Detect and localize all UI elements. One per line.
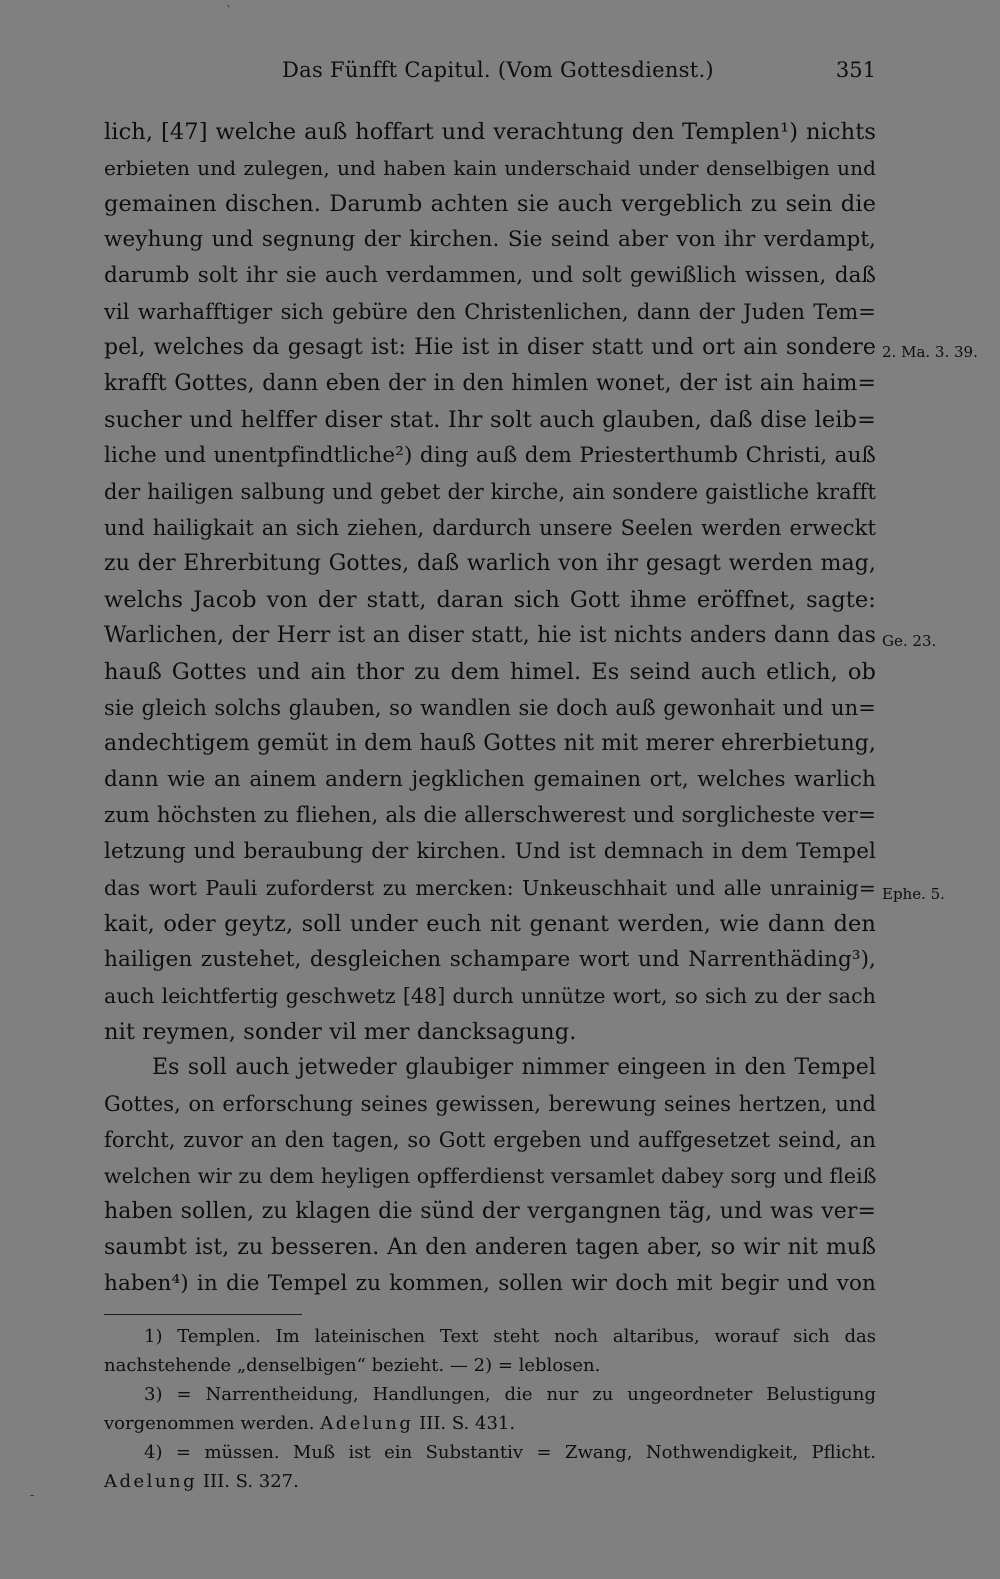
text-line: und hailigkait an sich ziehen, dardurch unsere Seelen werden erweckt [104, 516, 876, 540]
text-line: nit reymen, sonder vil mer dancksagung. [104, 1019, 577, 1045]
footnote-line: 1) Templen. Im lateinischen Text steht noch altaribus, worauf sich das [144, 1326, 876, 1347]
scan-speck: - [30, 1488, 35, 1502]
text-line: zu der Ehrerbitung Gottes, daß warlich von ihr gesagt werden mag, [104, 551, 876, 576]
text-line: weyhung und segnung der kirchen. Sie seind aber von ihr verdampt, [104, 227, 876, 252]
footnote-line: 4) = müssen. Muß ist ein Substantiv = Zwang, Nothwendigkeit, Pflicht. [144, 1442, 876, 1463]
text-line: Gottes, on erforschung seines gewissen, berewung seines hertzen, und [104, 1092, 876, 1116]
text-line: welchen wir zu dem heyligen opfferdienst versamlet dabey sorg und fleiß [104, 1164, 877, 1188]
page-number: 351 [835, 58, 876, 82]
text-line: krafft Gottes, dann eben der in den himlen wonet, der ist ain haim= [104, 371, 876, 396]
text-line: auch leichtfertig geschwetz [48] durch unnütze wort, so sich zu der sach [104, 984, 876, 1008]
margin-note-genesis: Ge. 23. [882, 632, 937, 650]
text-line: pel, welches da gesagt ist: Hie ist in diser statt und ort ain sondere [104, 335, 876, 360]
footnote-rule [104, 1314, 302, 1315]
footnote-text: vorgenommen werden. [104, 1413, 315, 1434]
text-line: letzung und beraubung der kirchen. Und ist demnach in dem Tempel [104, 839, 876, 864]
footnote-author: Adelung [104, 1471, 198, 1492]
text-line: darumb solt ihr sie auch verdammen, und solt gewißlich wissen, daß [104, 263, 876, 288]
running-title: Das Fünfft Capitul. (Vom Gottesdienst.) [282, 58, 714, 82]
text-line: saumbt ist, zu besseren. An den anderen tagen aber, so wir nit muß [104, 1235, 876, 1260]
text-line: Warlichen, der Herr ist an diser statt, hie ist nichts anders dann das [104, 623, 876, 648]
text-line: gemainen dischen. Darumb achten sie auch vergeblich zu sein die [104, 191, 876, 217]
text-line: andechtigem gemüt in dem hauß Gottes nit mit merer ehrerbietung, [104, 731, 876, 756]
footnote-reference: III. S. 431. [419, 1413, 516, 1434]
text-line: sucher und helffer diser stat. Ihr solt auch glauben, daß dise leib= [104, 407, 876, 433]
margin-note-2-maccabees: 2. Ma. 3. 39. [882, 343, 978, 361]
footnote-line: 3) = Narrentheidung, Handlungen, die nur zu ungeordneter Belustigung [144, 1384, 876, 1405]
footnote-line: nachstehende „denselbigen“ bezieht. — 2) = leblosen. [104, 1355, 601, 1376]
text-line: hailigen zustehet, desgleichen schampare wort und Narrenthäding³), [104, 947, 876, 972]
text-line: zum höchsten zu fliehen, als die allerschwerest und sorglicheste ver= [104, 803, 876, 828]
footnote-author: Adelung [320, 1413, 414, 1434]
text-line: haben sollen, zu klagen die sünd der vergangnen täg, und was ver= [104, 1199, 876, 1224]
footnotes [104, 1322, 876, 1496]
text-line: hauß Gottes und ain thor zu dem himel. Es seind auch etlich, ob [104, 659, 876, 685]
text-line: haben⁴) in die Tempel zu kommen, sollen wir doch mit begir und von [104, 1271, 876, 1296]
text-line: Es soll auch jetweder glaubiger nimmer eingeen in den Tempel [152, 1055, 876, 1080]
text-line: der hailigen salbung und gebet der kirche, ain sondere gaistliche krafft [104, 480, 876, 504]
page-header [104, 58, 876, 90]
scan-speck: ˋ [226, 4, 232, 18]
footnote-line [104, 1409, 876, 1438]
margin-note-ephesians: Ephe. 5. [882, 885, 945, 903]
footnote-reference: III. S. 327. [202, 1471, 299, 1492]
text-line: sie gleich solchs glauben, so wandlen sie doch auß gewonhait und un= [104, 696, 876, 720]
body-text [104, 114, 876, 1302]
text-line: lich, [47] welche auß hoffart und verachtung den Templen¹) nichts [104, 119, 876, 145]
footnote-line [104, 1467, 876, 1496]
text-line: das wort Pauli zuforderst zu mercken: Unkeuschhait und alle unrainig= [104, 876, 876, 900]
text-line: vil warhafftiger sich gebüre den Christenlichen, dann der Juden Tem= [104, 300, 876, 324]
text-line: welchs Jacob von der statt, daran sich Gott ihme eröffnet, sagte: [104, 587, 876, 613]
text-line: liche und unentpfindtliche²) ding auß dem Priesterthumb Christi, auß [104, 443, 876, 468]
text-line: dann wie an ainem andern jegklichen gemainen ort, welches warlich [104, 767, 876, 792]
text-line: kait, oder geytz, soll under euch nit genant werden, wie dann den [104, 911, 876, 937]
text-line: forcht, zuvor an den tagen, so Gott ergeben und auffgesetzet seind, an [104, 1128, 876, 1152]
text-line: erbieten und zulegen, und haben kain underschaid under denselbigen und [104, 156, 876, 180]
